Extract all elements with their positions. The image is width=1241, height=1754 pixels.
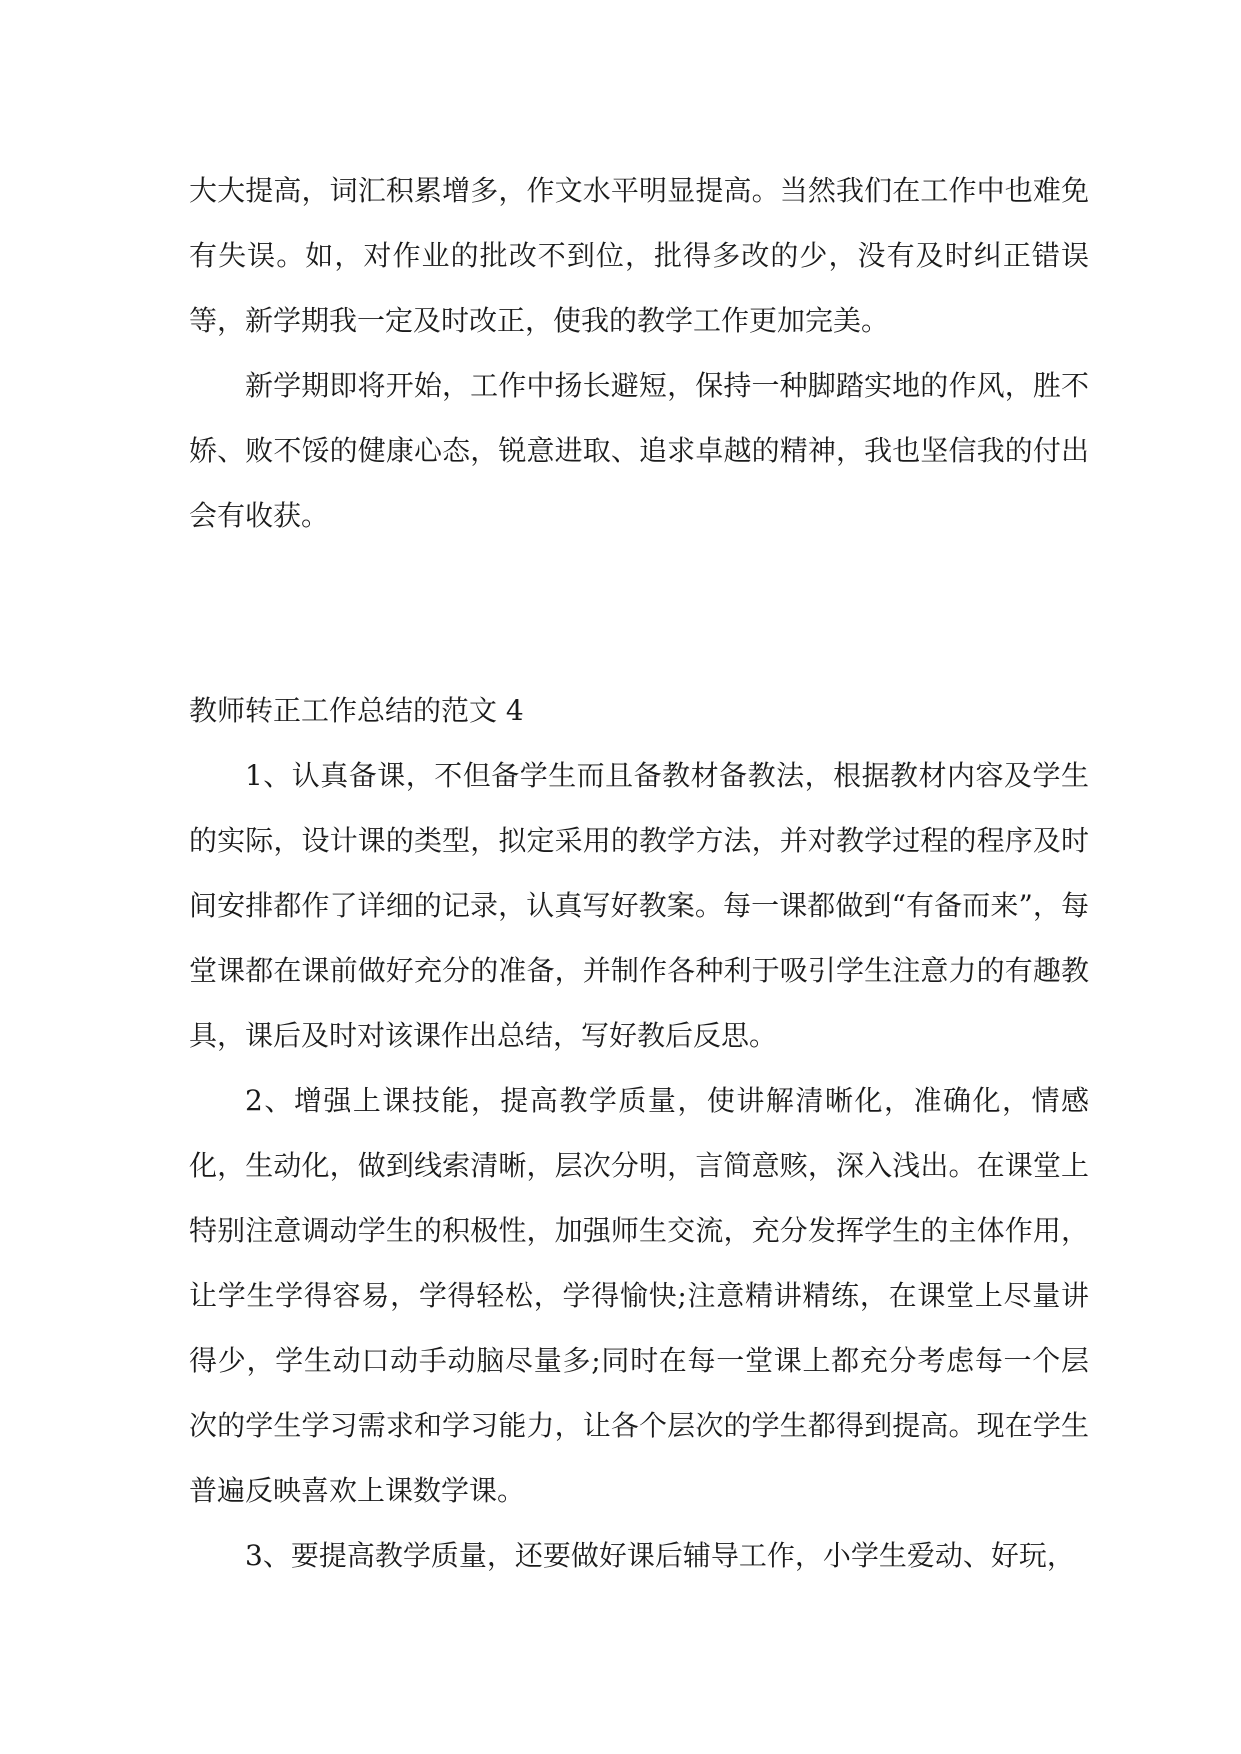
paragraph-new-semester: 新学期即将开始，工作中扬长避短，保持一种脚踏实地的作风，胜不娇、败不馁的健康心态，锐意进取、追求卓越的精神，我也坚信我的付出会有收获。 [189,369,1089,532]
paragraph-item-2: 2、增强上课技能，提高教学质量，使讲解清晰化，准确化，情感化，生动化，做到线索清晰，层次分明，言简意赅，深入浅出。在课堂上特别注意调动学生的积极性，加强师生交流，充分发挥学生的主体作用，让学生学得容易，学得轻松，学得愉快;注意精讲精练，在课堂上尽量讲得少，学生动口动手动脑尽量多;同时在每一堂课上都充分考虑每一个层次的学生学习需求和学习能力，让各个层次的学生都得到提高。现在学生普遍反映喜欢上课数学课。 [189,1084,1089,1507]
document-body [189,158,1089,1588]
section-gap [189,548,1089,678]
paragraph-continuation: 大大提高，词汇积累增多，作文水平明显提高。当然我们在工作中也难免有失误。如，对作业的批改不到位，批得多改的少，没有及时纠正错误等，新学期我一定及时改正，使我的教学工作更加完美。 [189,174,1089,337]
paragraph-item-1: 1、认真备课，不但备学生而且备教材备教法，根据教材内容及学生的实际，设计课的类型，拟定采用的教学方法，并对教学过程的程序及时间安排都作了详细的记录，认真写好教案。每一课都做到“有备而来”，每堂课都在课前做好充分的准备，并制作各种利于吸引学生注意力的有趣教具，课后及时对该课作出总结，写好教后反思。 [189,759,1089,1052]
paragraph-item-3: 3、要提高教学质量，还要做好课后辅导工作，小学生爱动、好玩， [245,1539,1075,1572]
section-title: 教师转正工作总结的范文 4 [189,694,524,727]
